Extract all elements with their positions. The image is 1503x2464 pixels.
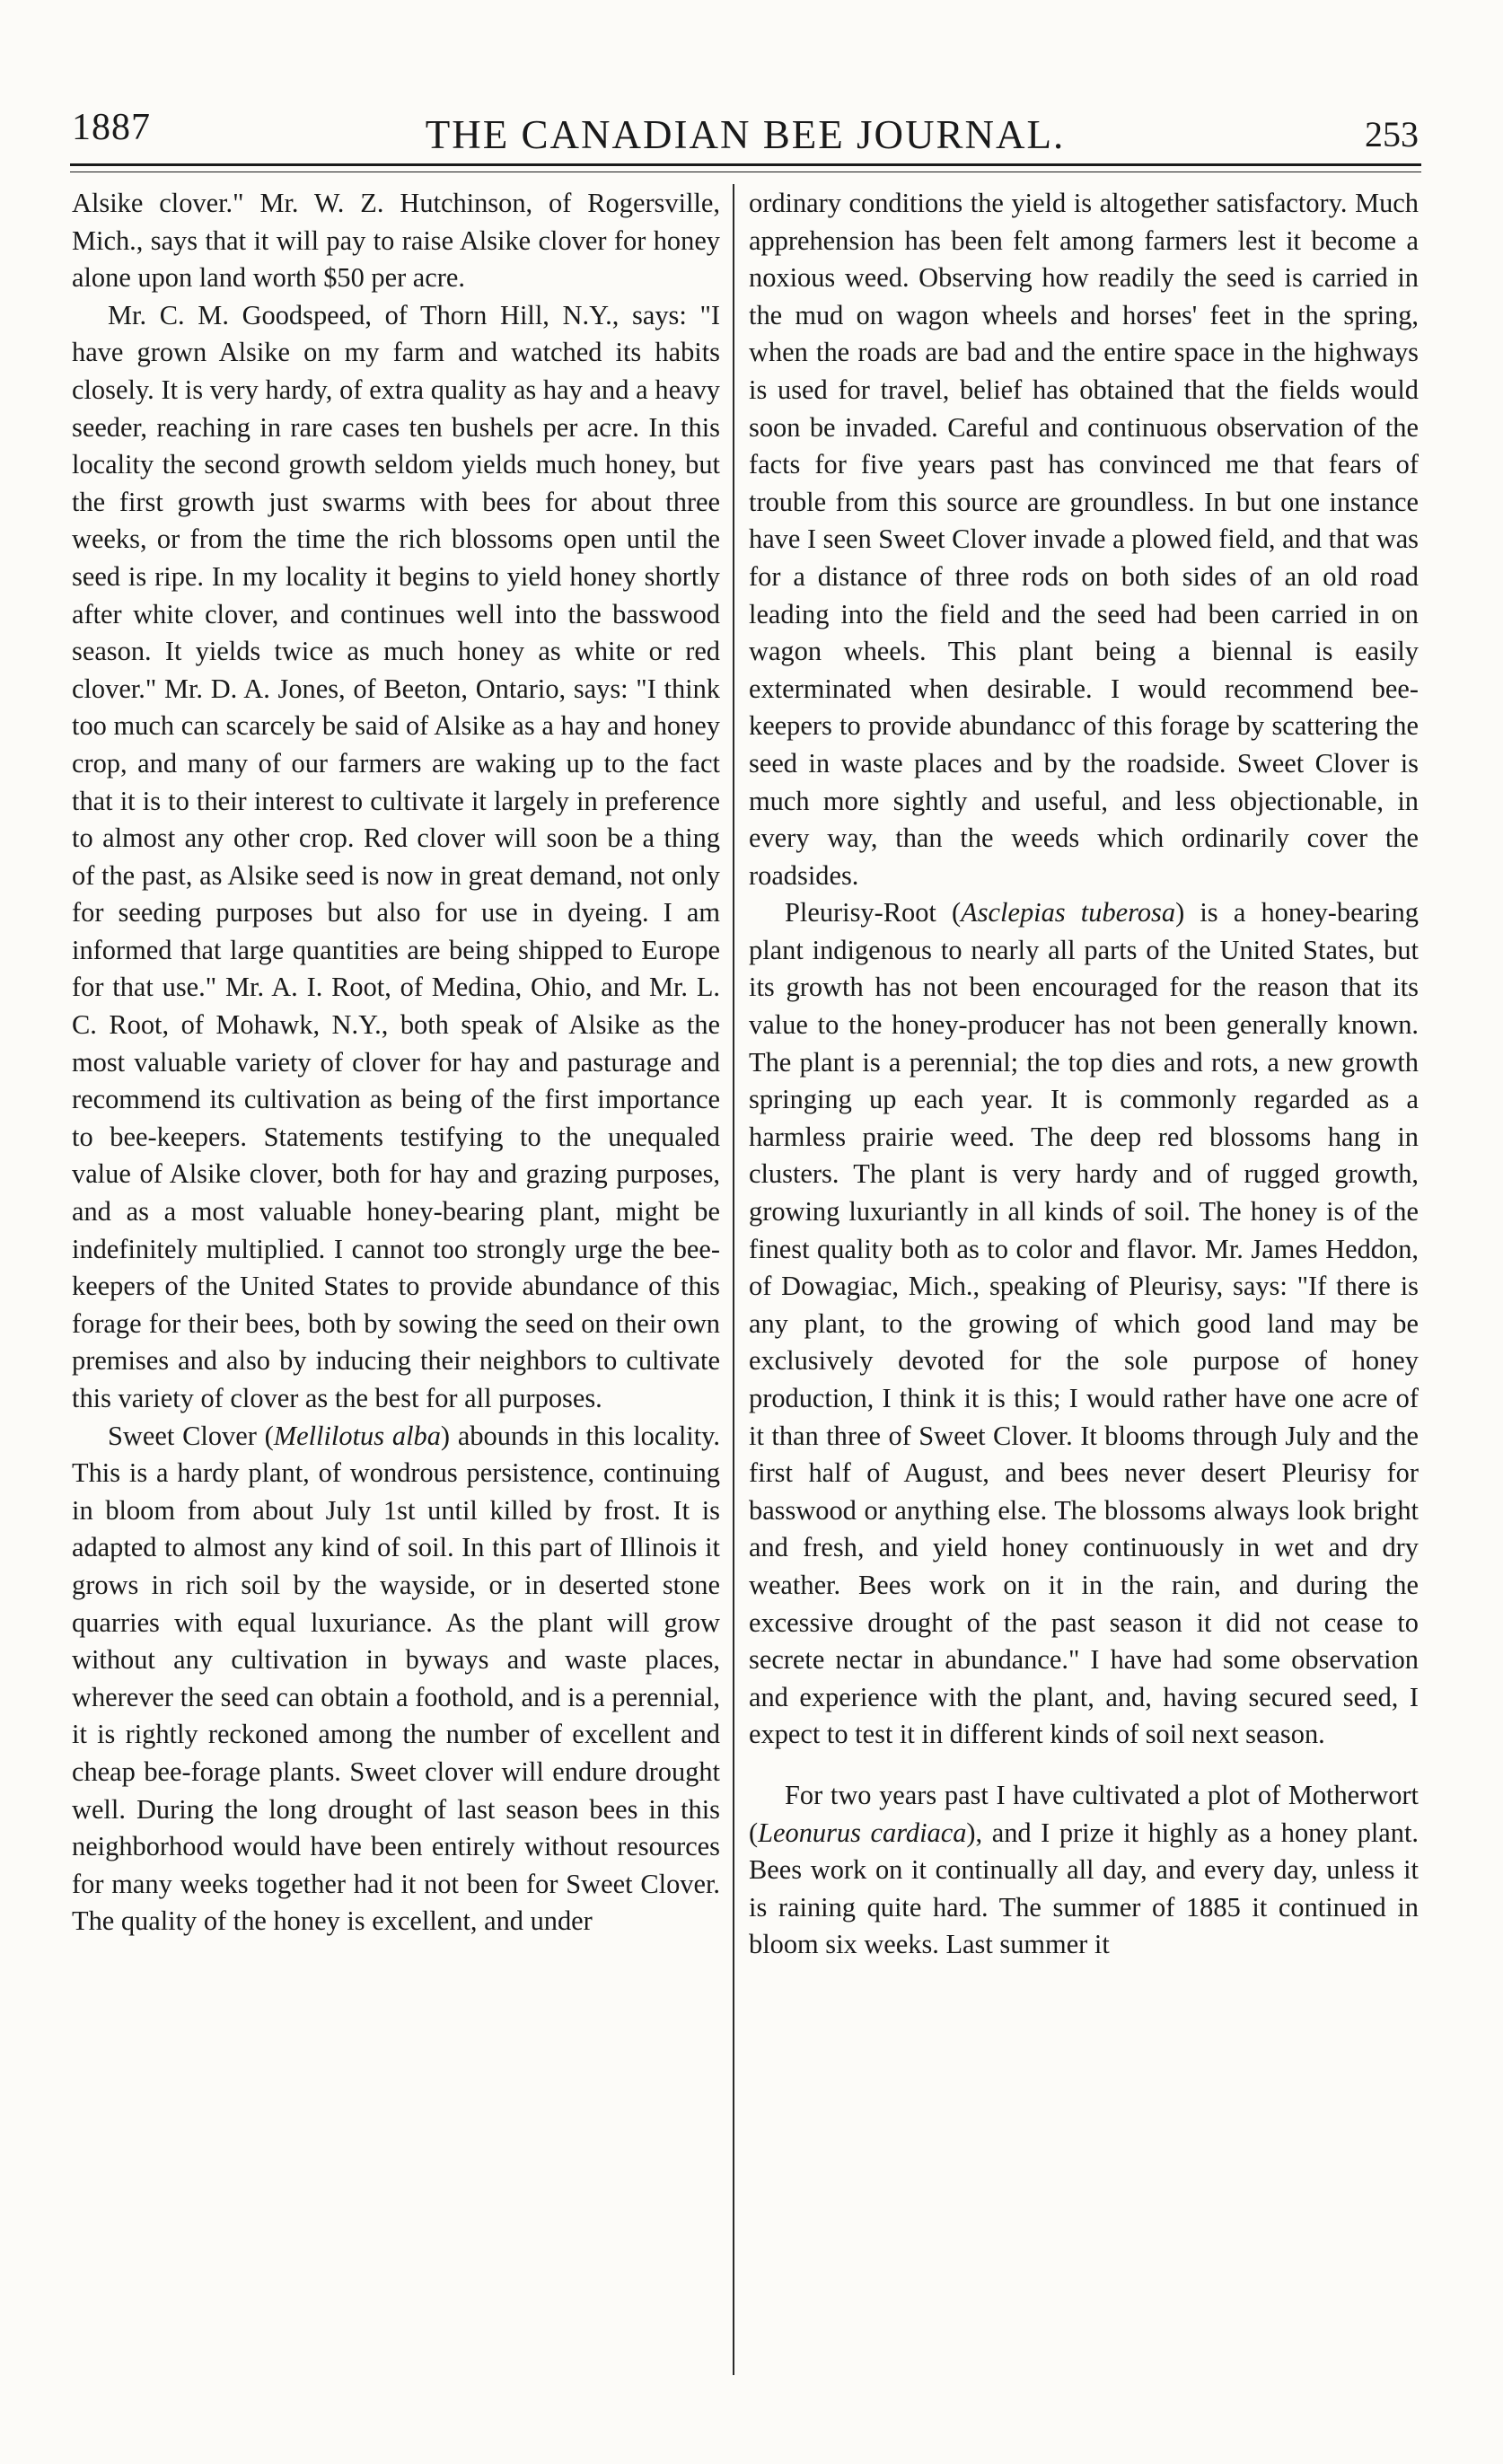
right-paragraph-2 — [749, 894, 1419, 1754]
journal-title: THE CANADIAN BEE JOURNAL. — [425, 112, 1066, 157]
left-column — [72, 185, 720, 1940]
right-paragraph-1: ordinary conditions the yield is altogether satisfactory. Much apprehension has been felt among farmers lest it become a noxious weed. Observing how readily the seed is carried in the mud on wagon wheels and horses' feet in the spring, when the roads are bad and the entire space in the highways is used for travel, belief has obtained that the fields would soon be invaded. Careful and continuous observation of the facts for five years past has convinced me that fears of trouble from this source are groundless. In but one instance have I seen Sweet Clover invade a plowed field, and that was for a distance of three rods on both sides of an old road leading into the field and the seed had been carried in on wagon wheels. This plant being a biennal is easily exterminated when desirable. I would recommend bee-keepers to provide abundancc of this forage by scattering the seed in waste places and by the roadside. Sweet Clover is much more sightly and useful, and less objectionable, in every way, than the weeds which ordinarily cover the roadsides. — [749, 188, 1420, 891]
pleurisy-lead: Pleurisy-Root ( — [785, 897, 962, 928]
pleurisy-text: ) is a honey-bearing plant indigenous to nearly all parts of the United States, but its growth has not been encouraged for the reason that its value to the honey-producer has not been generally known. The plant is a perennial; the top dies and rots, a new growth springing up each year. It is commonly regarded as a harmless prairie weed. The deep red blossoms hang in clusters. The plant is very hardy and of rugged growth, growing luxuriantly in all kinds of soil. The honey is of the finest quality both as to color and flavor. Mr. James Heddon, of Dowagiac, Mich., speaking of Pleurisy, says: "If there is any plant, to the growing of which good land may be exclusively devoted for the sole purpose of honey production, I think it is this; I would rather have one acre of it than three of Sweet Clover. It blooms through July and the first half of August, and bees never desert Pleurisy for basswood or anything else. The blossoms always look bright and fresh, and yield honey continuously in wet and dry weather. Bees work on it in the rain, and during the excessive drought of the past season it did not cease to secrete nectar in abundance." I have had some observation and experience with the plant, and, having secured seed, I expect to test it in different kinds of soil next season. — [749, 897, 1420, 1750]
column-divider — [733, 184, 734, 2375]
page-header — [72, 106, 1419, 160]
header-rule-thick — [70, 163, 1421, 166]
sweet-clover-text: ) abounds in this locality. This is a hardy plant, of wondrous persistence, continuing in bloom from about July 1st until killed by frost. It is adapted to almost any kind of soil. In this part of Illinois it grows in rich soil by the wayside, or in deserted stone quarries with equal luxuriance. As the plant will grow without any cultivation in byways and waste places, wherever the seed can obtain a foothold, and is a perennial, it is rightly reckoned among the number of excellent and cheap bee-forage plants. Sweet clover will endure drought well. During the long drought of last season bees in this neighborhood would have been entirely without resources for many weeks together had it not been for Sweet Clover. The quality of the honey is excellent, and under — [72, 1420, 720, 1937]
left-paragraph-3 — [72, 1418, 720, 1940]
left-paragraph-1: Alsike clover." Mr. W. Z. Hutchinson, of Rogersville, Mich., says that it will pay to raise Alsike clover for honey alone upon land worth $50 per acre. — [72, 188, 720, 294]
latin-name-melilotus: Mellilotus alba — [273, 1420, 441, 1451]
motherwort-lead: For two years past I have cultivated a plot of Motherwort ( — [749, 1779, 1419, 1848]
latin-name-asclepias: Asclepias tuberosa — [961, 897, 1176, 928]
left-paragraph-2: Mr. C. M. Goodspeed, of Thorn Hill, N.Y., says: "I have grown Alsike on my farm and watched its habits closely. It is very hardy, of extra quality as hay and a heavy seeder, reaching in rare cases ten bushels per acre. In this locality the second growth seldom yields much honey, but the first growth just swarms with bees for about three weeks, or from the time the rich blossoms open until the seed is ripe. In my locality it begins to yield honey shortly after white clover, and continues well into the basswood season. It yields twice as much honey as white or red clover." Mr. D. A. Jones, of Beeton, Ontario, says: "I think too much can scarcely be said of Alsike as a hay and honey crop, and many of our farmers are waking up to the fact that it is to their interest to cultivate it largely in preference to almost any other crop. Red clover will soon be a thing of the past, as Alsike seed is now in great demand, not only for seeding purposes but also for use in dyeing. I am informed that large quantities are being shipped to Europe for that use." Mr. A. I. Root, of Medina, Ohio, and Mr. L. C. Root, of Mohawk, N.Y., both speak of Alsike as the most valuable variety of clover for hay and pasturage and recommend its cultivation as being of the first importance to bee-keepers. Statements testifying to the unequaled value of Alsike clover, both for hay and grazing purposes, and as a most valuable honey-bearing plant, might be indefinitely multiplied. I cannot too strongly urge the bee-keepers of the United States to provide abundance of this forage for their bees, both by sowing the seed on their own premises and also by inducing their neighbors to cultivate this variety of clover as the best for all purposes. — [72, 299, 720, 1413]
header-year: 1887 — [72, 107, 151, 148]
page-number: 253 — [1365, 114, 1419, 154]
right-column — [749, 185, 1419, 1964]
motherwort-text: ), and I prize it highly as a honey plant. Bees work on it continually all day, and every day, unless it is raining quite hard. The summer of 1885 it continued in bloom six weeks. Last summer it — [749, 1817, 1419, 1960]
latin-name-leonurus: Leonurus cardiaca — [758, 1817, 967, 1848]
sweet-clover-lead: Sweet Clover ( — [108, 1420, 274, 1451]
right-paragraph-3 — [749, 1777, 1419, 1964]
